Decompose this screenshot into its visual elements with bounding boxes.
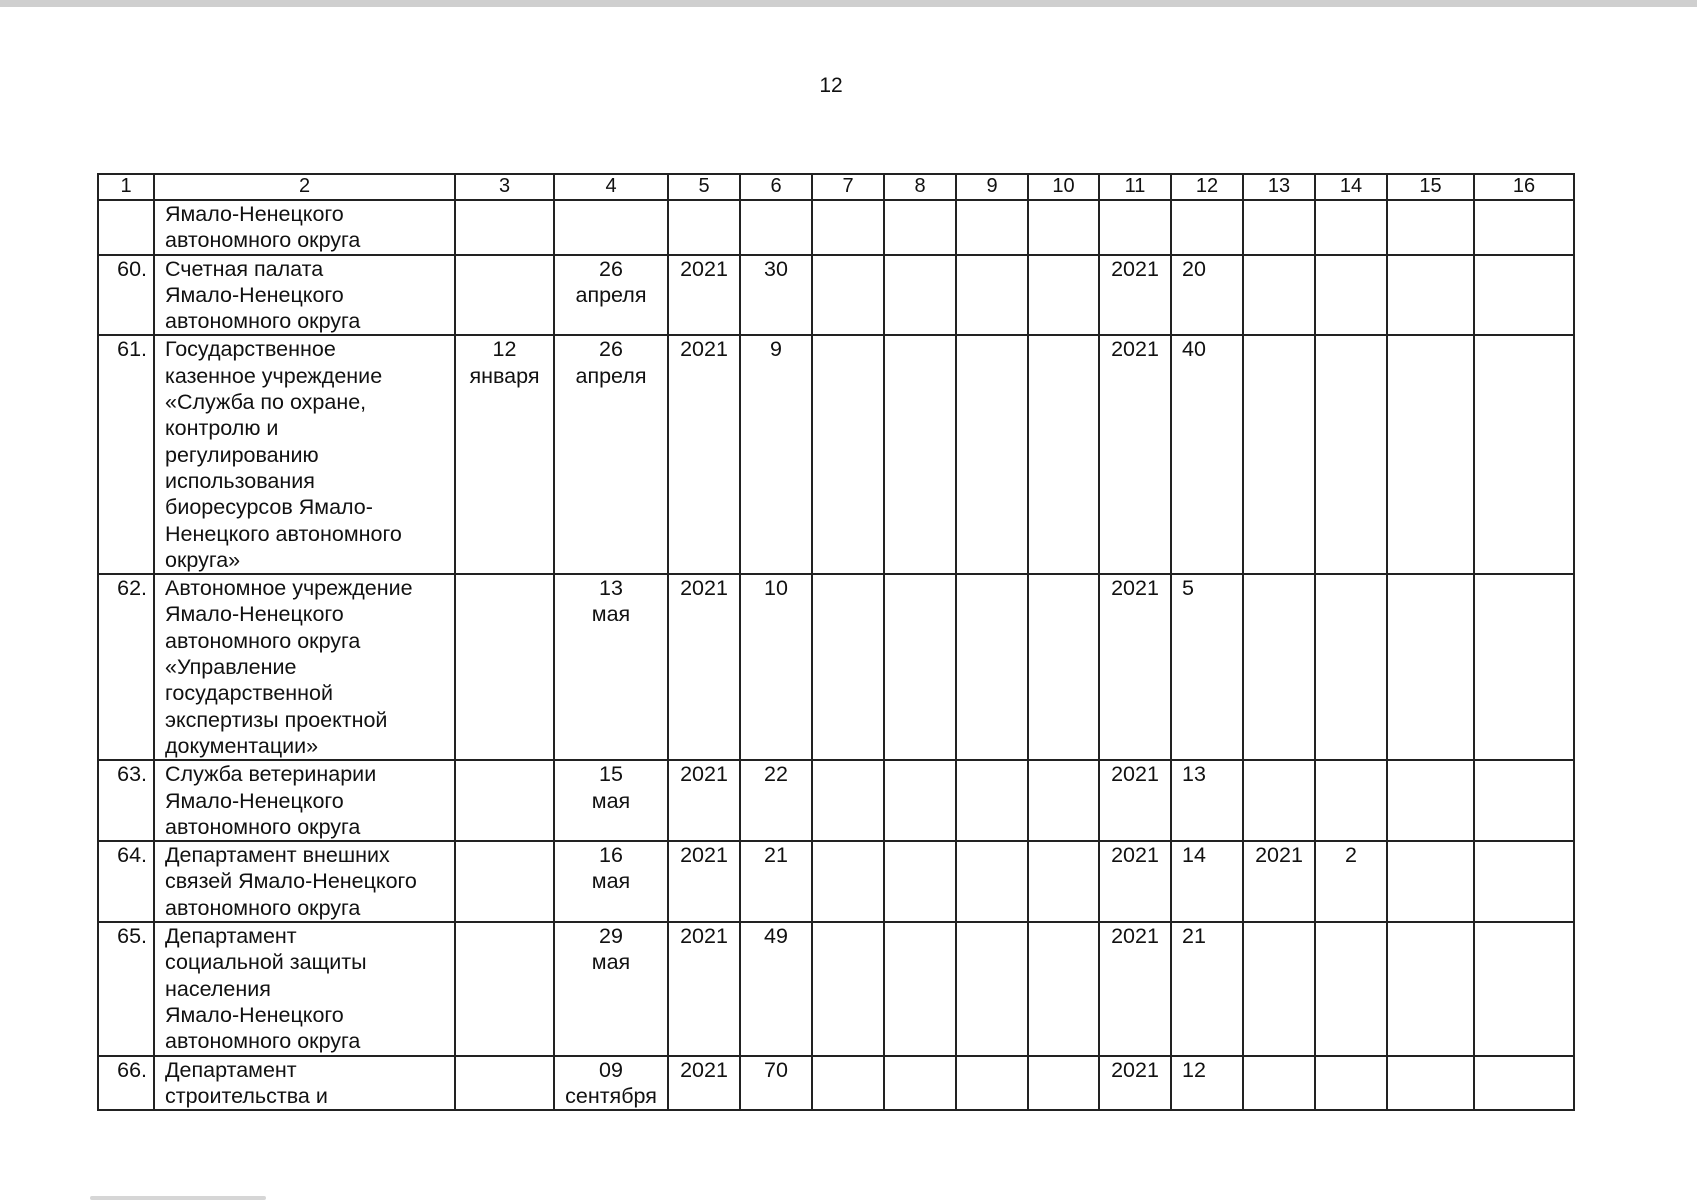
column-header: 9 [956, 174, 1028, 200]
col-8-cell [884, 922, 956, 1055]
col-15-cell [1387, 841, 1474, 922]
col-7-cell [812, 1056, 884, 1111]
col-16-cell [1474, 922, 1574, 1055]
col-8-cell [884, 335, 956, 574]
scan-edge-top [0, 0, 1697, 7]
col-11-year-cell: 2021 [1099, 574, 1171, 760]
col-15-cell [1387, 335, 1474, 574]
col-3-date-cell [455, 760, 554, 841]
col-16-cell [1474, 200, 1574, 255]
row-number-cell: 66. [98, 1056, 154, 1111]
col-14-value-cell [1315, 335, 1387, 574]
col-13-year-cell [1243, 574, 1315, 760]
col-8-cell [884, 574, 956, 760]
column-header: 13 [1243, 174, 1315, 200]
col-10-cell [1028, 574, 1099, 760]
col-11-year-cell: 2021 [1099, 760, 1171, 841]
col-7-cell [812, 760, 884, 841]
col-12-value-cell: 12 [1171, 1056, 1243, 1111]
col-3-date-cell [455, 255, 554, 336]
col-12-value-cell: 20 [1171, 255, 1243, 336]
col-8-cell [884, 200, 956, 255]
scan-mark-bottom [90, 1196, 266, 1200]
col-14-value-cell [1315, 760, 1387, 841]
column-header: 1 [98, 174, 154, 200]
col-14-value-cell [1315, 922, 1387, 1055]
col-9-cell [956, 574, 1028, 760]
col-6-value-cell: 9 [740, 335, 812, 574]
col-13-year-cell [1243, 1056, 1315, 1111]
col-11-year-cell: 2021 [1099, 255, 1171, 336]
col-16-cell [1474, 255, 1574, 336]
col-6-value-cell [740, 200, 812, 255]
col-7-cell [812, 200, 884, 255]
col-5-year-cell [668, 200, 740, 255]
col-6-value-cell: 10 [740, 574, 812, 760]
col-8-cell [884, 760, 956, 841]
col-16-cell [1474, 760, 1574, 841]
col-5-year-cell: 2021 [668, 841, 740, 922]
column-header: 5 [668, 174, 740, 200]
col-3-date-cell: 12 января [455, 335, 554, 574]
row-number-cell: 63. [98, 760, 154, 841]
table-row [98, 922, 1574, 1055]
col-13-year-cell: 2021 [1243, 841, 1315, 922]
col-5-year-cell: 2021 [668, 255, 740, 336]
col-4-date-cell: 26 апреля [554, 255, 668, 336]
col-11-year-cell [1099, 200, 1171, 255]
col-16-cell [1474, 335, 1574, 574]
column-header: 8 [884, 174, 956, 200]
organization-name-cell: Департамент внешних связей Ямало-Ненецкого автономного округа [154, 841, 455, 922]
col-3-date-cell [455, 574, 554, 760]
table-row [98, 760, 1574, 841]
col-4-date-cell [554, 200, 668, 255]
col-12-value-cell: 13 [1171, 760, 1243, 841]
column-header: 2 [154, 174, 455, 200]
col-7-cell [812, 255, 884, 336]
row-number-cell: 60. [98, 255, 154, 336]
organization-name-cell: Департамент социальной защиты населения Ямало-Ненецкого автономного округа [154, 922, 455, 1055]
organization-name-cell: Служба ветеринарии Ямало-Ненецкого автономного округа [154, 760, 455, 841]
col-11-year-cell: 2021 [1099, 335, 1171, 574]
col-5-year-cell: 2021 [668, 760, 740, 841]
row-number-cell [98, 200, 154, 255]
col-15-cell [1387, 574, 1474, 760]
col-7-cell [812, 922, 884, 1055]
col-14-value-cell [1315, 574, 1387, 760]
col-13-year-cell [1243, 335, 1315, 574]
col-11-year-cell: 2021 [1099, 1056, 1171, 1111]
row-number-cell: 61. [98, 335, 154, 574]
col-3-date-cell [455, 200, 554, 255]
col-10-cell [1028, 1056, 1099, 1111]
col-13-year-cell [1243, 200, 1315, 255]
col-15-cell [1387, 255, 1474, 336]
col-15-cell [1387, 200, 1474, 255]
col-6-value-cell: 30 [740, 255, 812, 336]
column-header: 12 [1171, 174, 1243, 200]
column-header: 4 [554, 174, 668, 200]
col-9-cell [956, 760, 1028, 841]
col-4-date-cell: 13 мая [554, 574, 668, 760]
col-3-date-cell [455, 922, 554, 1055]
col-15-cell [1387, 760, 1474, 841]
table-row [98, 841, 1574, 922]
col-14-value-cell: 2 [1315, 841, 1387, 922]
col-8-cell [884, 841, 956, 922]
col-12-value-cell [1171, 200, 1243, 255]
data-table [97, 173, 1575, 1111]
col-4-date-cell: 09 сентября [554, 1056, 668, 1111]
col-11-year-cell: 2021 [1099, 922, 1171, 1055]
organization-name-cell: Автономное учреждение Ямало-Ненецкого автономного округа «Управление государственной экспертизы проектной документации» [154, 574, 455, 760]
table-row [98, 255, 1574, 336]
column-header: 7 [812, 174, 884, 200]
col-10-cell [1028, 335, 1099, 574]
col-5-year-cell: 2021 [668, 1056, 740, 1111]
col-16-cell [1474, 1056, 1574, 1111]
row-number-cell: 64. [98, 841, 154, 922]
column-header: 15 [1387, 174, 1474, 200]
col-12-value-cell: 14 [1171, 841, 1243, 922]
column-header: 16 [1474, 174, 1574, 200]
organization-name-cell: Департамент строительства и [154, 1056, 455, 1111]
col-12-value-cell: 5 [1171, 574, 1243, 760]
col-16-cell [1474, 841, 1574, 922]
col-13-year-cell [1243, 255, 1315, 336]
col-3-date-cell [455, 841, 554, 922]
col-13-year-cell [1243, 760, 1315, 841]
column-header: 3 [455, 174, 554, 200]
col-6-value-cell: 49 [740, 922, 812, 1055]
col-10-cell [1028, 841, 1099, 922]
page-number: 12 [819, 74, 843, 97]
col-12-value-cell: 21 [1171, 922, 1243, 1055]
col-10-cell [1028, 255, 1099, 336]
col-9-cell [956, 200, 1028, 255]
table-row [98, 1056, 1574, 1111]
organization-name-cell: Ямало-Ненецкого автономного округа [154, 200, 455, 255]
col-16-cell [1474, 574, 1574, 760]
col-8-cell [884, 255, 956, 336]
column-header: 10 [1028, 174, 1099, 200]
col-14-value-cell [1315, 200, 1387, 255]
col-9-cell [956, 841, 1028, 922]
col-4-date-cell: 16 мая [554, 841, 668, 922]
column-header: 14 [1315, 174, 1387, 200]
col-9-cell [956, 335, 1028, 574]
organization-name-cell: Счетная палата Ямало-Ненецкого автономного округа [154, 255, 455, 336]
row-number-cell: 62. [98, 574, 154, 760]
col-15-cell [1387, 1056, 1474, 1111]
col-7-cell [812, 841, 884, 922]
col-13-year-cell [1243, 922, 1315, 1055]
table-body [98, 200, 1574, 1110]
col-4-date-cell: 15 мая [554, 760, 668, 841]
col-9-cell [956, 1056, 1028, 1111]
table-header-row [98, 174, 1574, 200]
table-row [98, 574, 1574, 760]
col-9-cell [956, 922, 1028, 1055]
col-7-cell [812, 335, 884, 574]
col-8-cell [884, 1056, 956, 1111]
col-10-cell [1028, 200, 1099, 255]
col-14-value-cell [1315, 255, 1387, 336]
column-header: 11 [1099, 174, 1171, 200]
column-header: 6 [740, 174, 812, 200]
table-row [98, 200, 1574, 255]
col-9-cell [956, 255, 1028, 336]
col-5-year-cell: 2021 [668, 922, 740, 1055]
col-5-year-cell: 2021 [668, 574, 740, 760]
col-10-cell [1028, 760, 1099, 841]
table-row [98, 335, 1574, 574]
organization-name-cell: Государственное казенное учреждение «Служба по охране, контролю и регулированию использования биоресурсов Ямало- Ненецкого автономного округа» [154, 335, 455, 574]
col-6-value-cell: 22 [740, 760, 812, 841]
col-15-cell [1387, 922, 1474, 1055]
col-4-date-cell: 26 апреля [554, 335, 668, 574]
col-14-value-cell [1315, 1056, 1387, 1111]
col-11-year-cell: 2021 [1099, 841, 1171, 922]
col-10-cell [1028, 922, 1099, 1055]
col-7-cell [812, 574, 884, 760]
col-12-value-cell: 40 [1171, 335, 1243, 574]
col-5-year-cell: 2021 [668, 335, 740, 574]
col-6-value-cell: 70 [740, 1056, 812, 1111]
col-3-date-cell [455, 1056, 554, 1111]
col-6-value-cell: 21 [740, 841, 812, 922]
col-4-date-cell: 29 мая [554, 922, 668, 1055]
row-number-cell: 65. [98, 922, 154, 1055]
